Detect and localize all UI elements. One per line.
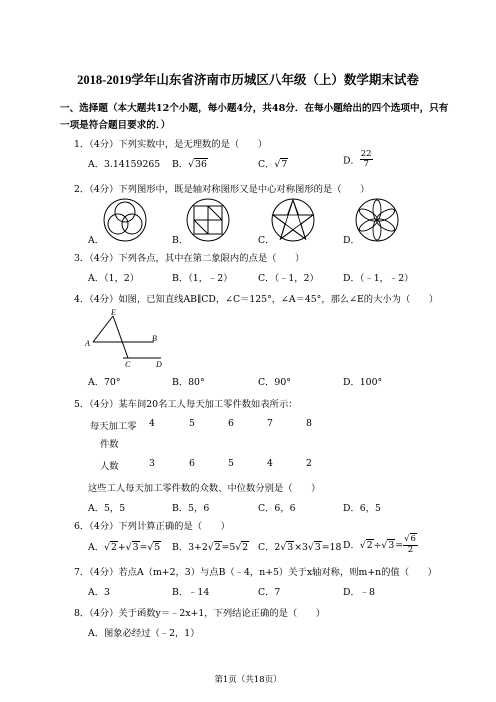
q4-option-d: D．100° bbox=[343, 377, 383, 388]
q1-d-fraction: $\frac{22}{7}$ bbox=[360, 149, 372, 169]
q6-option-c: C．2√3×3√3=18 bbox=[258, 542, 342, 553]
page-footer: 第1页（共18页） bbox=[214, 675, 282, 685]
q1-option-a: A．3.14159265 bbox=[88, 159, 161, 170]
question-8-stem: 8．（4分）关于函数y＝﹣2x+1，下列结论正确的是（ ） bbox=[74, 608, 326, 619]
q6-option-a: A．√2+√3=√5 bbox=[88, 542, 161, 553]
q1-b-radicand: 36 bbox=[195, 159, 207, 170]
q4-label-c: C bbox=[125, 360, 131, 369]
q5-table-cell: 5 bbox=[228, 458, 234, 469]
q6-d-fraction: $\frac{√6}{2}$ bbox=[404, 534, 416, 555]
q5-table-cell: 2 bbox=[306, 458, 312, 469]
q1-option-d: D． $\frac{22}{7}$ bbox=[343, 149, 372, 169]
q5-table-cell: 4 bbox=[267, 458, 273, 469]
q5-option-c: C．6，6 bbox=[258, 503, 296, 514]
q5-option-d: D．6，5 bbox=[343, 503, 381, 514]
q2-figure-c bbox=[268, 197, 318, 243]
q4-figure bbox=[84, 306, 170, 370]
q5-option-b: B．5，6 bbox=[172, 503, 210, 514]
q5-question-tail: 这些工人每天加工零件数的众数、中位数分别是（ ） bbox=[88, 483, 321, 494]
q4-option-c: C．90° bbox=[258, 377, 291, 388]
q2-option-d: D． bbox=[343, 235, 360, 246]
q2-figure-b bbox=[183, 197, 233, 243]
exam-title: 2018-2019学年山东省济南市历城区八年级（上）数学期末试卷 bbox=[77, 73, 419, 87]
q7-option-a: A．3 bbox=[88, 587, 110, 598]
q5-table-head-1: 每天加工零 bbox=[90, 421, 137, 432]
q1-option-b: B．√36 bbox=[172, 159, 207, 170]
q2-option-c: C． bbox=[258, 235, 275, 246]
q4-label-b: B bbox=[152, 334, 157, 343]
question-6-stem: 6．（4分）下列计算正确的是（ ） bbox=[74, 521, 230, 532]
q1-c-radicand: 7 bbox=[281, 159, 288, 170]
q7-option-d: D．﹣8 bbox=[343, 587, 375, 598]
q3-option-d: D．（﹣1，﹣2） bbox=[343, 273, 414, 284]
question-1-stem: 1．（4分）下列实数中，是无理数的是（ ） bbox=[74, 139, 268, 150]
q3-option-a: A．（1，2） bbox=[88, 273, 140, 284]
q4-label-a: A bbox=[85, 339, 90, 348]
q2-figure-a bbox=[100, 197, 150, 243]
section-heading: 一、选择题（本大题共12个小题，每小题4分，共48分．在每小题给出的四个选项中，只有一项是符合题目要求的．） bbox=[60, 103, 449, 131]
q6-option-b: B．3+2√2=5√2 bbox=[172, 542, 249, 553]
q5-table-cell: 8 bbox=[306, 418, 312, 429]
q5-table-cell: 5 bbox=[189, 418, 195, 429]
q5-table-head-1b: 件数 bbox=[100, 439, 119, 450]
q4-option-b: B．80° bbox=[172, 377, 205, 388]
q5-option-a: A．5，5 bbox=[88, 503, 126, 514]
question-4-stem: 4．（4分）如图，已知直线AB∥CD，∠C＝125°，∠A＝45°，那么∠E的大小为（ ） bbox=[74, 294, 439, 305]
q5-table-head-2: 人数 bbox=[100, 461, 119, 472]
q4-label-e: E bbox=[111, 308, 116, 317]
question-5-stem: 5．（4分）某车间20名工人每天加工零件数如表所示： bbox=[74, 399, 298, 410]
q5-table-cell: 6 bbox=[189, 458, 195, 469]
q4-option-a: A．70° bbox=[88, 377, 121, 388]
q5-table-cell: 3 bbox=[149, 458, 155, 469]
q4-label-d: D bbox=[156, 360, 162, 369]
q1-option-c: C．√7 bbox=[258, 159, 288, 170]
question-2-stem: 2．（4分）下列图形中，既是轴对称图形又是中心对称图形的是（ ） bbox=[74, 184, 370, 195]
q8-option-a: A．图象必经过（﹣2，1） bbox=[88, 628, 200, 639]
q2-option-b: B． bbox=[172, 235, 189, 246]
q5-table-cell: 6 bbox=[228, 418, 234, 429]
q6-option-d: D．√2÷√3= $\frac{√6}{2}$ bbox=[343, 534, 416, 555]
question-3-stem: 3．（4分）下列各点，其中在第二象限内的点是（ ） bbox=[74, 253, 305, 264]
q7-option-b: B．﹣14 bbox=[172, 587, 210, 598]
question-7-stem: 7．（4分）若点A（m+2，3）与点B（﹣4，n+5）关于x轴对称，则m+n的值（ ） bbox=[74, 567, 437, 578]
q2-option-a: A． bbox=[88, 235, 105, 246]
q3-option-b: B．（1，﹣2） bbox=[172, 273, 233, 284]
q7-option-c: C．7 bbox=[258, 587, 281, 598]
q3-option-c: C．（﹣1，2） bbox=[258, 273, 319, 284]
q5-table-cell: 4 bbox=[149, 418, 155, 429]
q5-table-cell: 7 bbox=[267, 418, 273, 429]
